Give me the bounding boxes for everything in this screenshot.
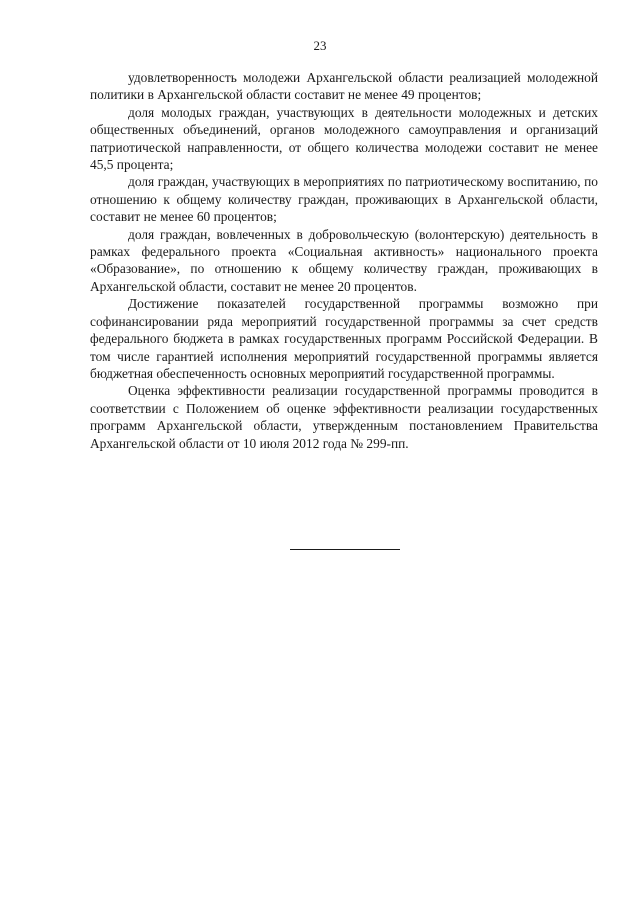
- paragraph-patriotic-education: доля граждан, участвующих в мероприятиях по патриотическому воспитанию, по отношению к общему количеству граждан, проживающих в Архангельской области, составит не менее 60 процентов;: [90, 174, 598, 225]
- page-number: 23: [313, 38, 327, 53]
- end-divider-line: [290, 549, 400, 550]
- paragraph-indicator-achievement: Достижение показателей государственной программы возможно при софинансировании ряда мероприятий государственной программы за счет средств федерального бюджета в рамках государственных программ Российской Федерации. В том числе гарантией исполнения мероприятий государственной программы является бюджетная обеспеченность основных мероприятий государственной программы.: [90, 296, 598, 381]
- paragraph-youth-satisfaction: удовлетворенность молодежи Архангельской области реализацией молодежной политики в Архангельской области составит не менее 49 процентов;: [90, 70, 598, 103]
- paragraph-efficiency-assessment: Оценка эффективности реализации государственной программы проводится в соответствии с Положением об оценке эффективности реализации государственных программ Архангельской области, утвержденным постановлением Правительства Архангельской области от 10 июля 2012 года № 299-пп.: [90, 383, 598, 451]
- paragraph-volunteering: доля граждан, вовлеченных в добровольческую (волонтерскую) деятельность в рамках федерального проекта «Социальная активность» национального проекта «Образование», по отношению к общему количеству граждан, проживающих в Архангельской области, составит не менее 20 процентов.: [90, 226, 598, 294]
- paragraph-youth-associations: доля молодых граждан, участвующих в деятельности молодежных и детских общественных объединений, органов молодежного самоуправления и организаций патриотической направленности, от общего количества молодежи составит не менее 45,5 процента;: [90, 104, 598, 173]
- document-body: [90, 69, 598, 452]
